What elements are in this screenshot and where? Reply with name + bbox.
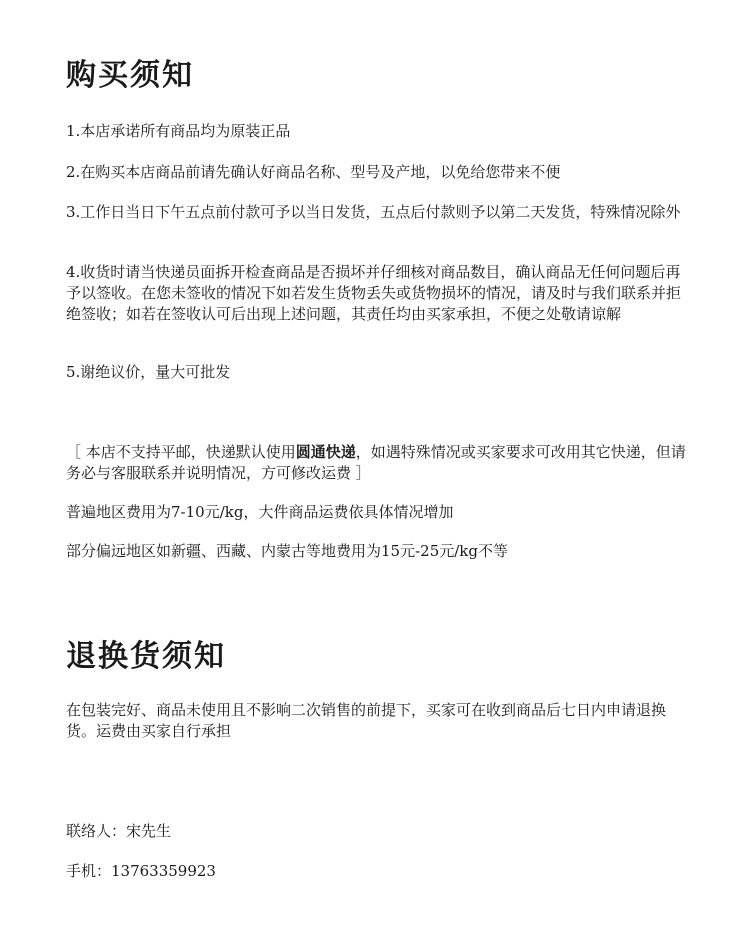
courier-name: 圆通快递 [295,443,356,461]
contact-phone: 手机：13763359923 [66,862,216,880]
purchase-item-1: 1.本店承诺所有商品均为原装正品 [66,122,291,140]
returns-notice-title: 退换货须知 [66,639,226,674]
shipping-notice-prefix: ［ 本店不支持平邮，快递默认使用 [66,443,296,461]
purchase-item-3: 3.工作日当日下午五点前付款可予以当日发货，五点后付款则予以第二天发货，特殊情况除外 [66,203,681,221]
purchase-item-5: 5.谢绝议价，量大可批发 [66,363,231,381]
purchase-item-4: 4.收货时请当快递员面拆开检查商品是否损坏并仔细核对商品数目，确认商品无任何问题后再予以签收。在您未签收的情况下如若发生货物丢失或货物损坏的情况，请及时与我们联系并拒绝签收；如若在签收认可后出现上述问题，其责任均由买家承担，不便之处敬请谅解 [66,263,682,323]
shipping-fee-normal: 普遍地区费用为7-10元/kg，大件商品运费依具体情况增加 [66,503,454,521]
returns-notice-body: 在包装完好、商品未使用且不影响二次销售的前提下，买家可在收到商品后七日内申请退换货。运费由买家自行承担 [66,701,667,740]
contact-person: 联络人：宋先生 [66,822,172,840]
shipping-fee-remote: 部分偏远地区如新疆、西藏、内蒙古等地费用为15元-25元/kg不等 [66,542,508,560]
purchase-item-2: 2.在购买本店商品前请先确认好商品名称、型号及产地，以免给您带来不便 [66,163,561,181]
shipping-notice [66,442,690,484]
shipping-notice-suffix: ，如遇特殊情况或买家要求可改用其它快递，但请务必与客服联系并说明情况，方可修改运费 ］ [66,443,686,482]
purchase-notice-title: 购买须知 [66,58,194,93]
